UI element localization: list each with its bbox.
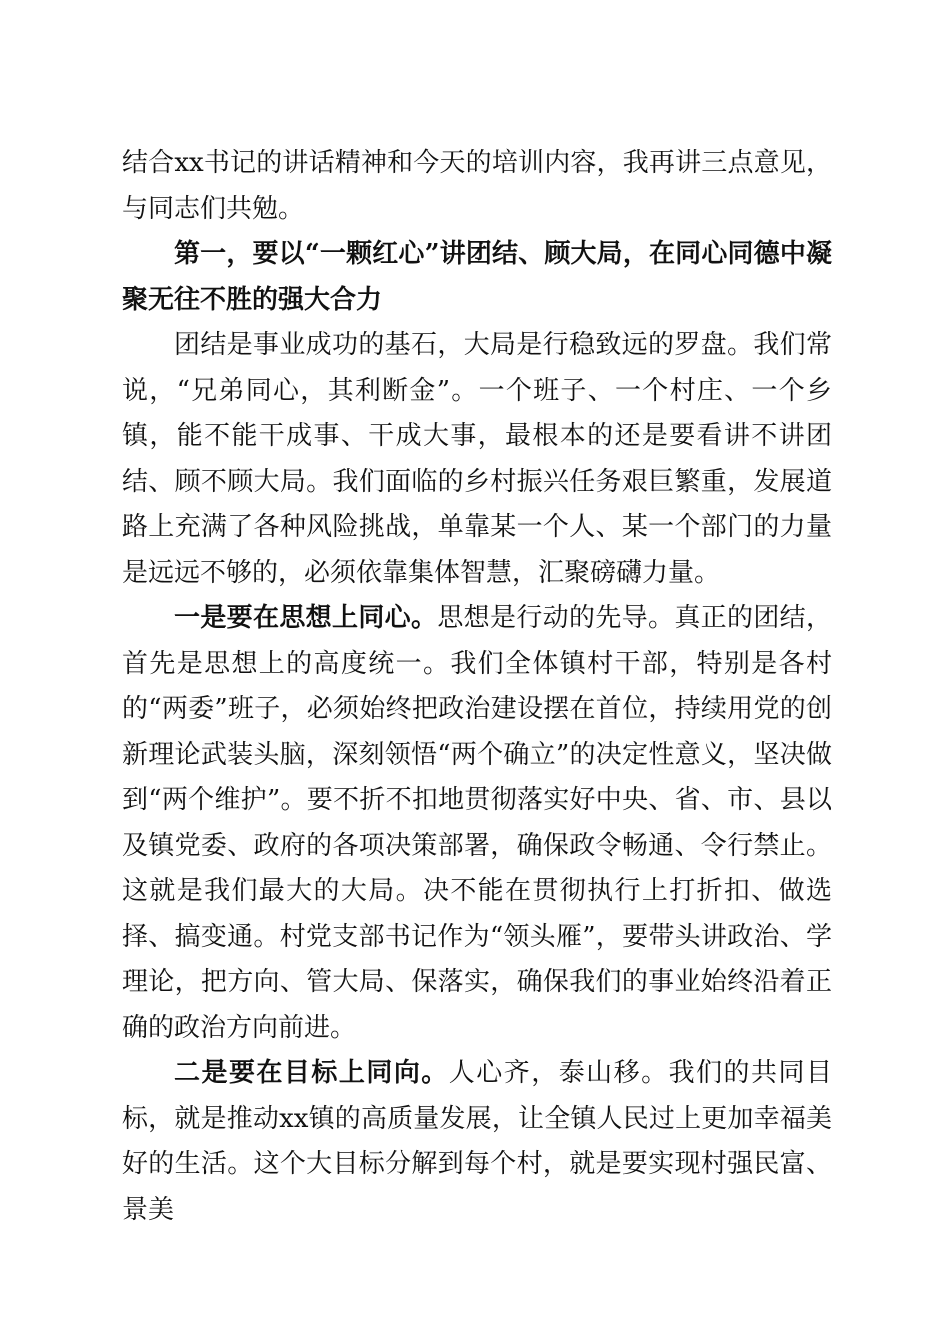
section-heading: 第一，要以“一颗红心”讲团结、顾大局，在同心同德中凝聚无往不胜的强大合力 [122, 239, 832, 315]
point-lead: 一是要在思想上同心。 [174, 603, 438, 633]
point-paragraph-two [122, 1051, 832, 1233]
body-text [122, 141, 832, 1233]
point-lead: 二是要在目标上同向。 [174, 1058, 449, 1088]
point-body: 思想是行动的先导。真正的团结，首先是思想上的高度统一。我们全体镇村干部，特别是各村的“两委”班子，必须始终把政治建设摆在首位，持续用党的创新理论武装头脑，深刻领悟“两个确立”的决定性意义，坚决做到“两个维护”。要不折不扣地贯彻落实好中央、省、市、县以及镇党委、政府的各项决策部署，确保政令畅通、令行禁止。这就是我们最大的大局。决不能在贯彻执行上打折扣、做选择、搞变通。村党支部书记作为“领头雁”，要带头讲政治、学理论，把方向、管大局、保落实，确保我们的事业始终沿着正确的政治方向前进。 [122, 603, 832, 1043]
point-paragraph-one [122, 596, 832, 1051]
body-paragraph: 团结是事业成功的基石，大局是行稳致远的罗盘。我们常说，“兄弟同心，其利断金”。一个班子、一个村庄、一个乡镇，能不能干成事、干成大事，最根本的还是要看讲不讲团结、顾不顾大局。我们面临的乡村振兴任务艰巨繁重，发展道路上充满了各种风险挑战，单靠某一个人、某一个部门的力量是远远不够的，必须依靠集体智慧，汇聚磅礴力量。 [122, 330, 832, 588]
point-body: 人心齐，泰山移。我们的共同目标，就是推动xx镇的高质量发展，让全镇人民过上更加幸福美好的生活。这个大目标分解到每个村，就是要实现村强民富、景美 [122, 1058, 832, 1225]
intro-paragraph: 结合xx书记的讲话精神和今天的培训内容，我再讲三点意见，与同志们共勉。 [122, 148, 832, 224]
